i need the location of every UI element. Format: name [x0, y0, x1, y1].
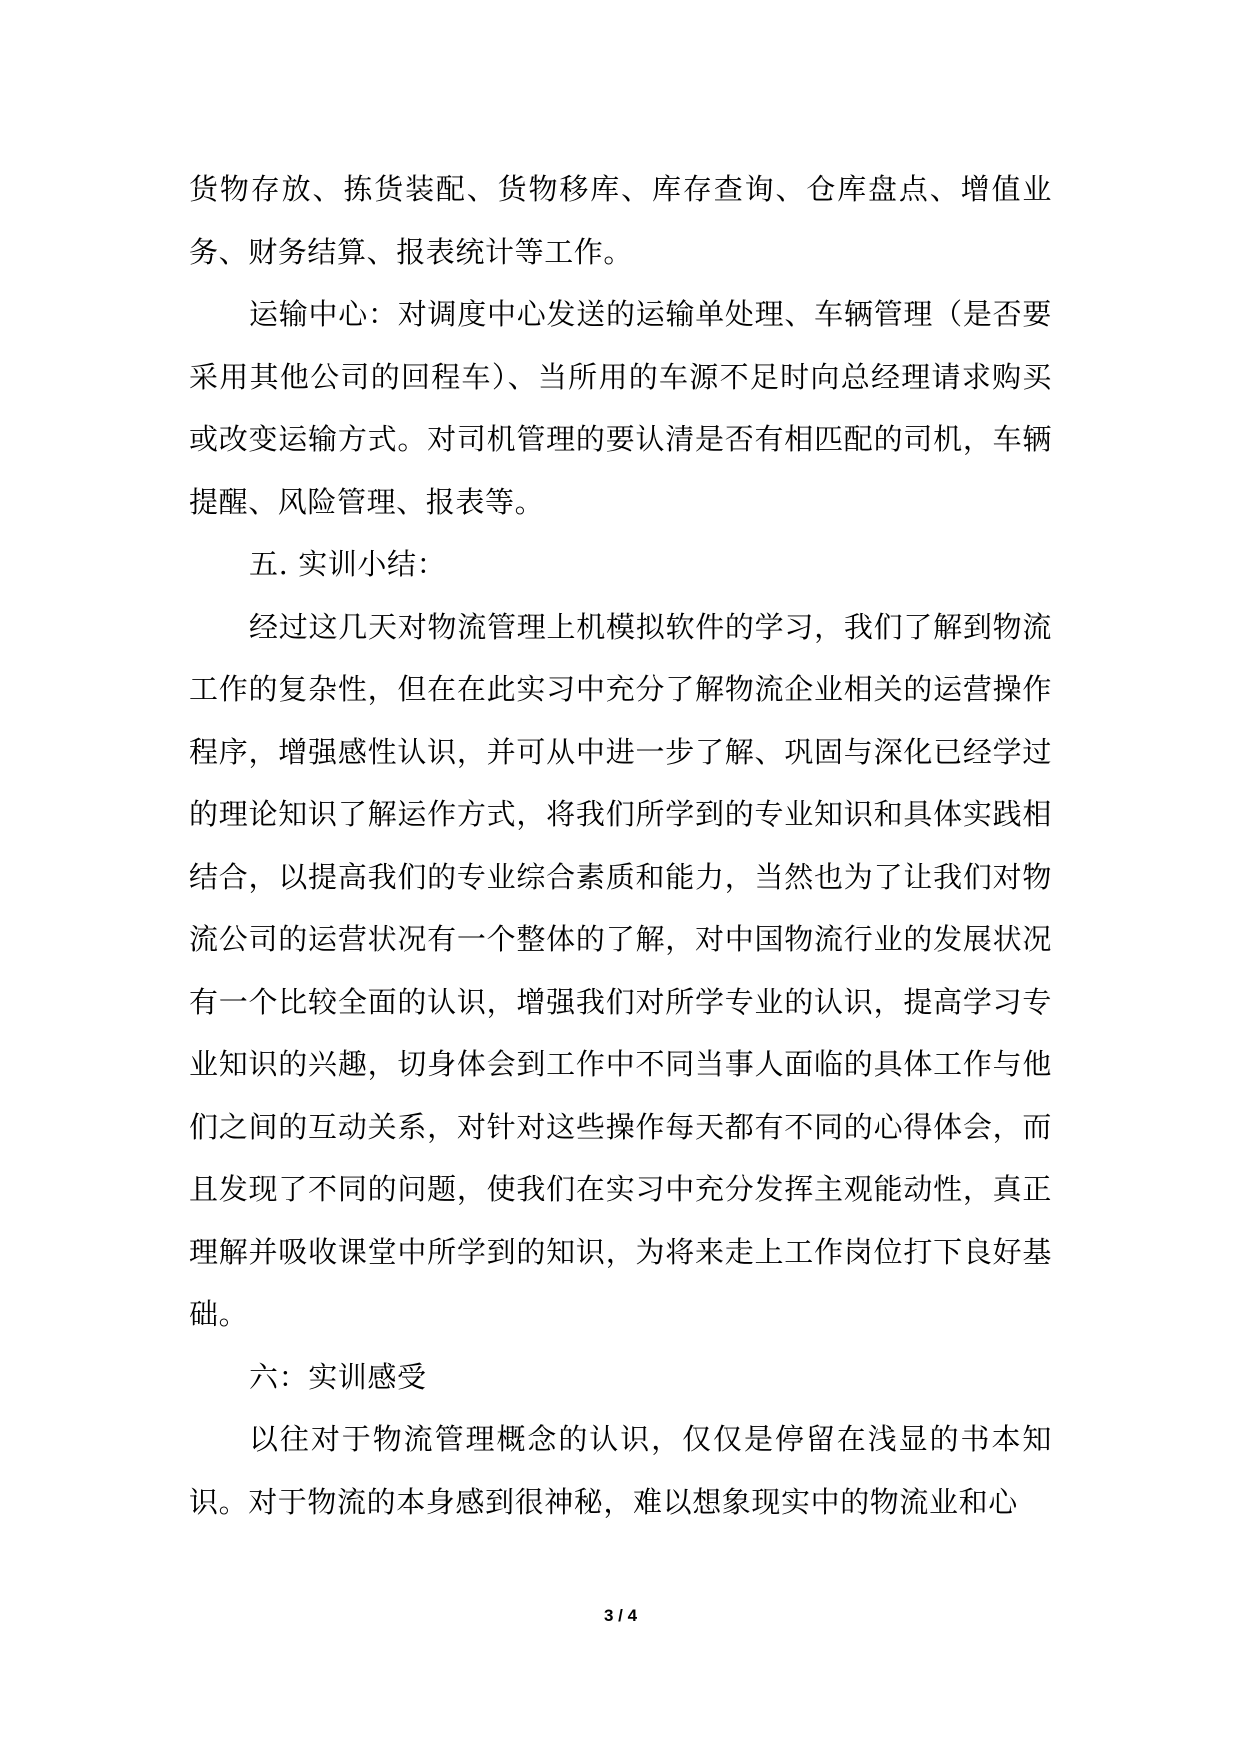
- paragraph-continuation: 货物存放、拣货装配、货物移库、库存查询、仓库盘点、增值业务、财务结算、报表统计等工作。: [189, 172, 1052, 269]
- section-heading-training-summary: 五. 实训小结：: [249, 547, 447, 581]
- paragraph-training-feelings: 以往对于物流管理概念的认识，仅仅是停留在浅显的书本知识。对于物流的本身感到很神秘，难以想象现实中的物流业和心: [189, 1422, 1052, 1519]
- page-number: 3 / 4: [603, 1606, 638, 1625]
- section-heading-training-feelings: 六：实训感受: [249, 1359, 427, 1394]
- paragraph-transport-center: 运输中心：对调度中心发送的运输单处理、车辆管理（是否要采用其他公司的回程车）、当所用的车源不足时向总经理请求购买或改变运输方式。对司机管理的要认清是否有相匹配的司机，车辆提醒、风险管理、报表等。: [189, 297, 1052, 519]
- paragraph-training-summary: 经过这几天对物流管理上机模拟软件的学习，我们了解到物流工作的复杂性，但在在此实习中充分了解物流企业相关的运营操作程序，增强感性认识，并可从中进一步了解、巩固与深化已经学过的理论知识了解运作方式，将我们所学到的专业知识和具体实践相结合，以提高我们的专业综合素质和能力，当然也为了让我们对物流公司的运营状况有一个整体的了解，对中国物流行业的发展状况有一个比较全面的认识，增强我们对所学专业的认识，提高学习专业知识的兴趣，切身体会到工作中不同当事人面临的具体工作与他们之间的互动关系，对针对这些操作每天都有不同的心得体会，而且发现了不同的问题，使我们在实习中充分发挥主观能动性，真正理解并吸收课堂中所学到的知识，为将来走上工作岗位打下良好基础。: [189, 609, 1052, 1331]
- document-body: [189, 158, 1052, 1533]
